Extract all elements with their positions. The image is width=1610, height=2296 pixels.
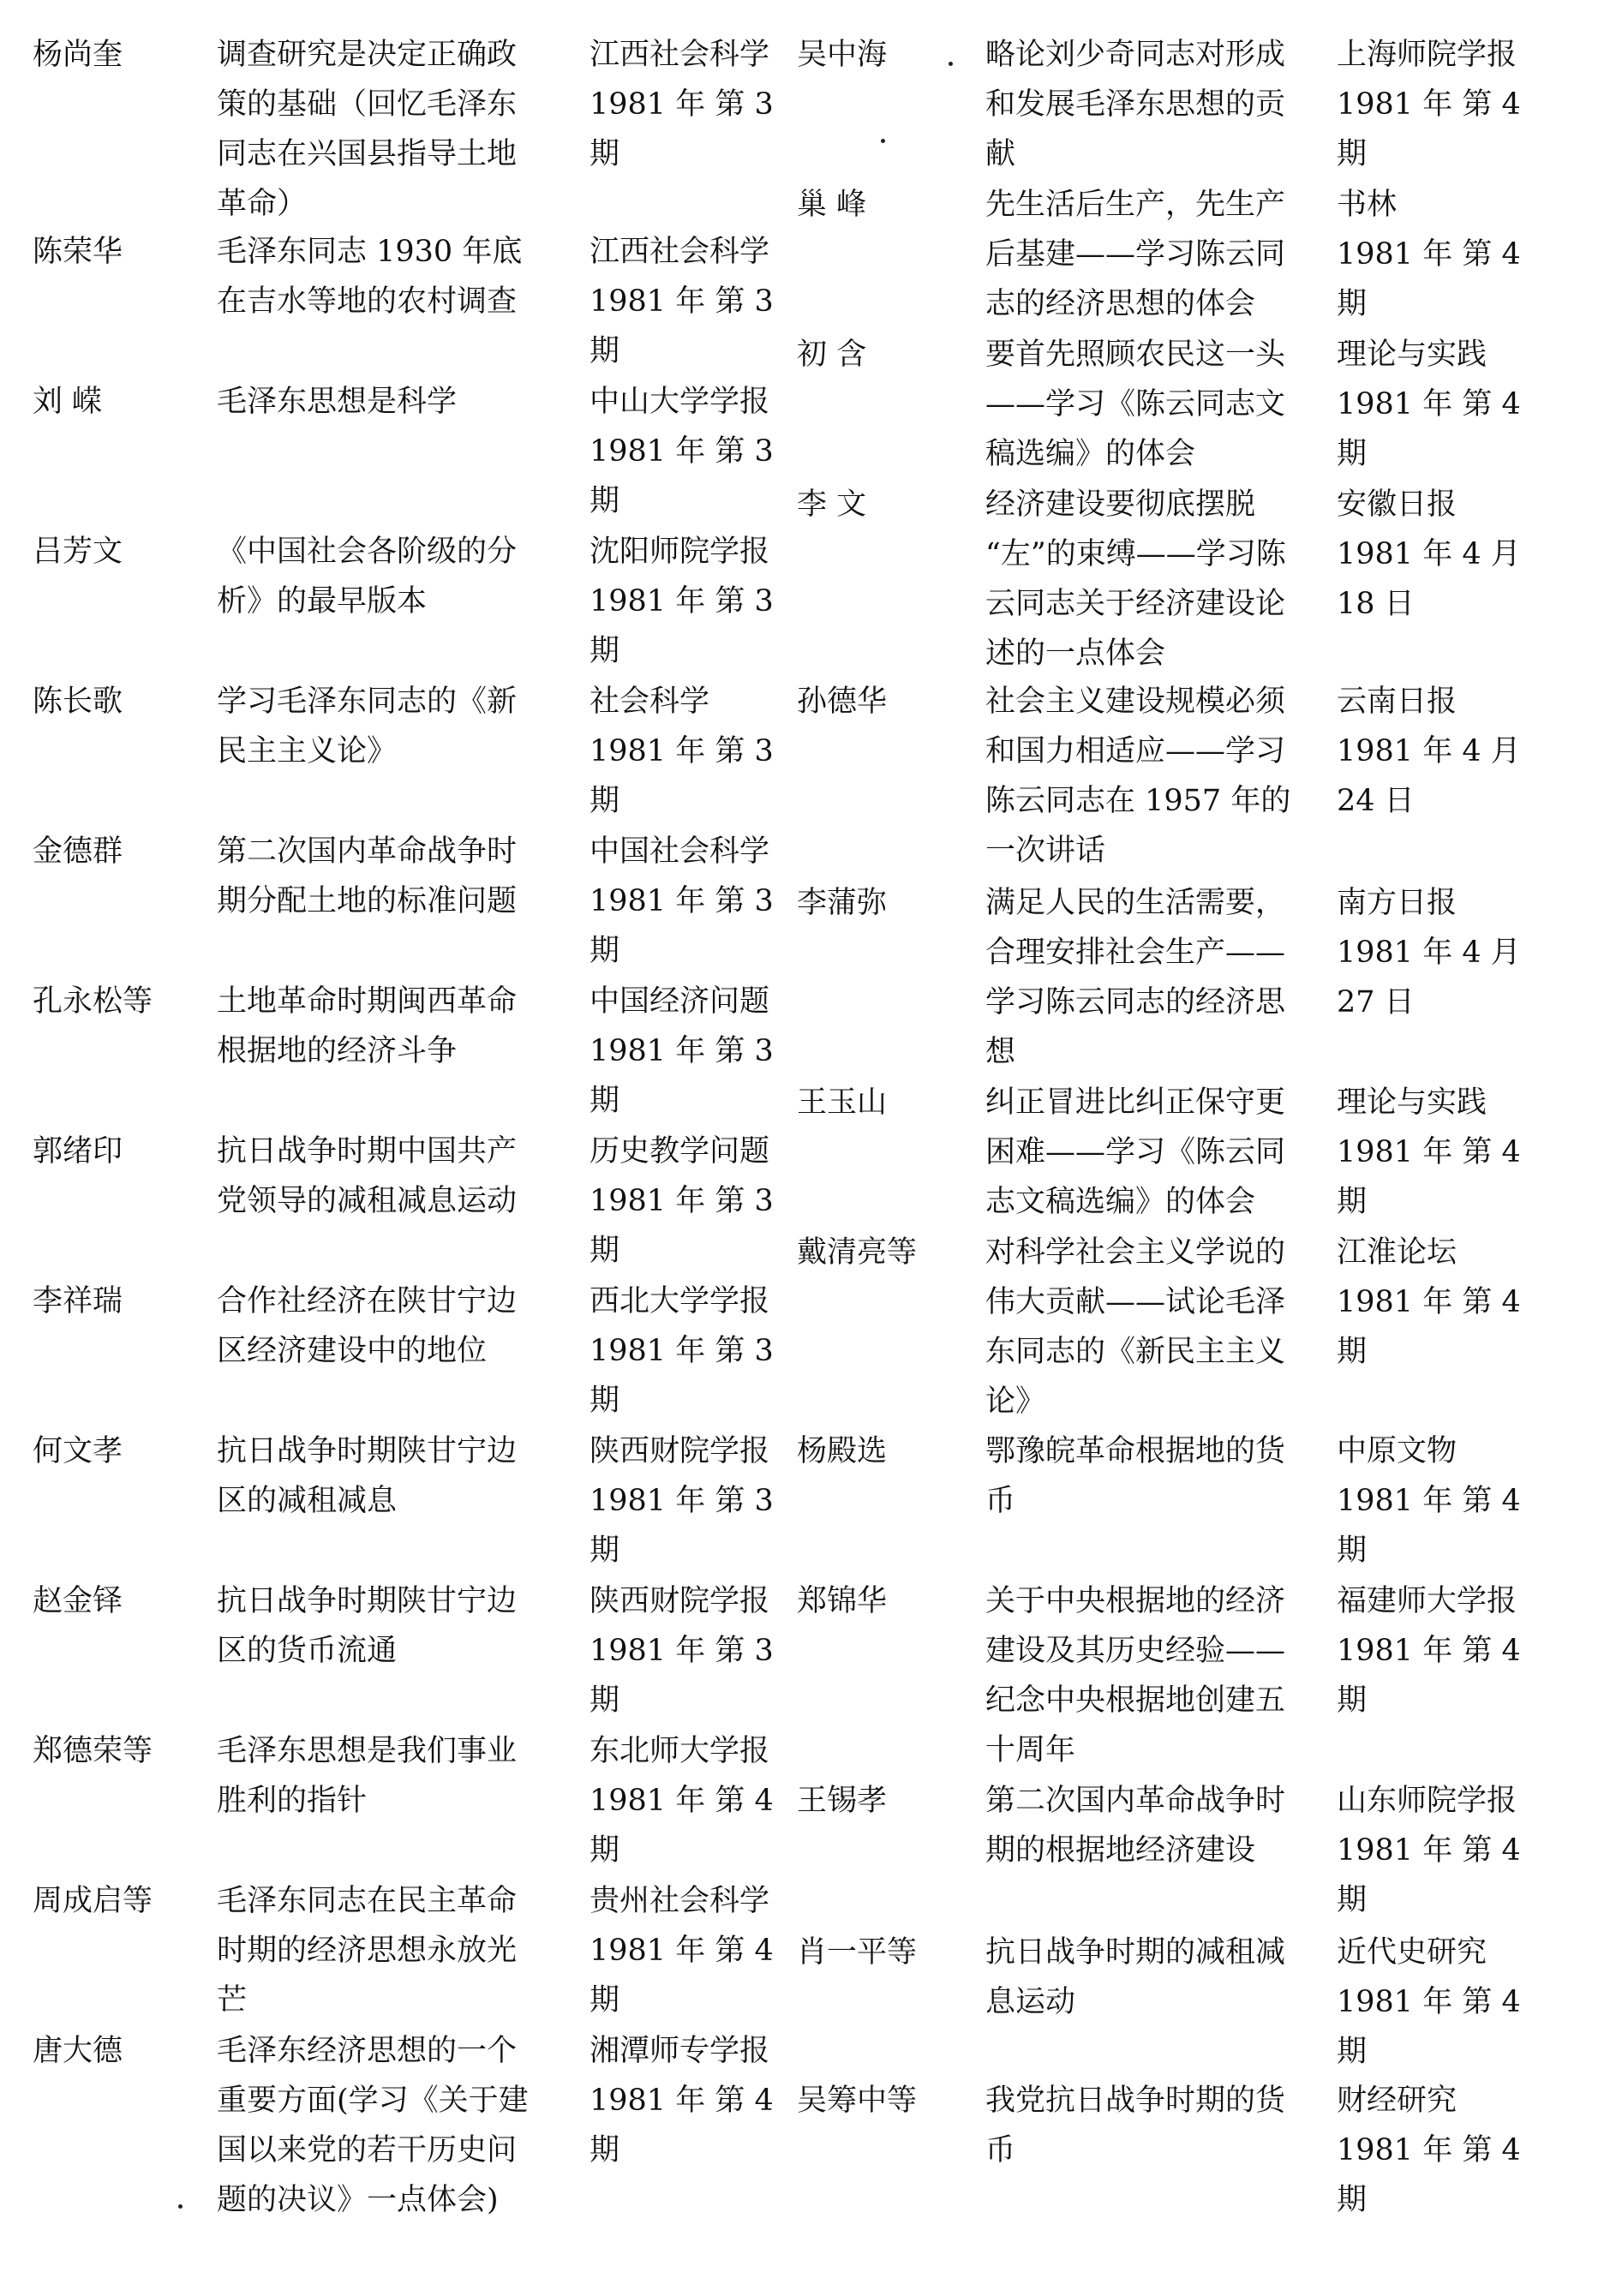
entry-source-line: 期 bbox=[590, 484, 620, 518]
entry-source-line: 1981 年 第 3 bbox=[590, 434, 774, 469]
entry-source-line: 云南日报 bbox=[1337, 685, 1457, 719]
entry-source-line: 期 bbox=[590, 1983, 620, 2018]
entry-title-line: 纪念中央根据地创建五 bbox=[985, 1683, 1286, 1718]
entry-source-line: 1981 年 第 3 bbox=[590, 284, 774, 319]
entry-title bbox=[217, 1576, 594, 1676]
entry-title-line: 略论刘少奇同志对形成 bbox=[985, 38, 1286, 72]
entry-source-line: 1981 年 第 4 bbox=[1337, 1833, 1521, 1868]
entry-source bbox=[590, 2026, 787, 2175]
entry-source-line: 中原文物 bbox=[1337, 1434, 1457, 1468]
entry-source-line: 1981 年 第 3 bbox=[590, 1334, 774, 1368]
entry-source-line: 期 bbox=[1337, 437, 1368, 471]
entry-title bbox=[217, 2026, 594, 2225]
entry-title-line: 满足人民的生活需要， bbox=[985, 886, 1286, 920]
entry-author: 巢 峰 bbox=[797, 188, 867, 222]
entry-title-line: 第二次国内革命战争时 bbox=[217, 834, 518, 869]
entry-source-line: 陕西财院学报 bbox=[590, 1584, 770, 1618]
entry-title-line: 困难——学习《陈云同 bbox=[985, 1135, 1286, 1169]
entry-source-line: 福建师大学报 bbox=[1337, 1584, 1517, 1618]
entry-title-line: 调查研究是决定正确政 bbox=[217, 38, 518, 72]
entry-title-line: 在吉水等地的农村调查 bbox=[217, 284, 518, 319]
entry-source-line: 湘潭师专学报 bbox=[590, 2034, 770, 2068]
entry-title bbox=[985, 677, 1341, 876]
entry-title-line: 币 bbox=[985, 1484, 1016, 1518]
entry-source bbox=[590, 227, 787, 376]
entry-source-line: 1981 年 第 4 bbox=[1337, 387, 1521, 422]
entry-source-line: 期 bbox=[1337, 1335, 1368, 1369]
scan-speck bbox=[881, 139, 885, 143]
entry-source-line: 理论与实践 bbox=[1337, 1085, 1487, 1120]
entry-title-line: 志文稿选编》的体会 bbox=[985, 1185, 1256, 1219]
entry-title-line: 和国力相适应——学习 bbox=[985, 734, 1286, 768]
entry-title-line: 我党抗日战争时期的货 bbox=[985, 2084, 1286, 2118]
entry-source-line: 24 日 bbox=[1337, 784, 1415, 818]
entry-title-line: 学习毛泽东同志的《新 bbox=[217, 685, 518, 719]
entry-source-line: 期 bbox=[1337, 137, 1368, 171]
entry-source bbox=[1337, 1426, 1542, 1576]
entry-title-line: 毛泽东经济思想的一个 bbox=[217, 2034, 518, 2068]
entry-title-line: 论》 bbox=[985, 1384, 1046, 1419]
entry-source-line: 1981 年 第 3 bbox=[590, 1634, 774, 1668]
entry-source-line: 18 日 bbox=[1337, 587, 1415, 621]
entry-source-line: 1981 年 第 3 bbox=[590, 1034, 774, 1068]
entry-title-line: 纠正冒进比纠正保守更 bbox=[985, 1085, 1286, 1120]
entry-title-line: 毛泽东同志 1930 年底 bbox=[217, 235, 523, 269]
entry-title-line: 重要方面(学习《关于建 bbox=[217, 2084, 529, 2118]
entry-source-line: 1981 年 4 月 bbox=[1337, 734, 1521, 768]
entry-author: 吴中海 bbox=[797, 38, 888, 72]
entry-source-line: 1981 年 第 3 bbox=[590, 1184, 774, 1218]
entry-source-line: 期 bbox=[590, 1084, 620, 1118]
entry-source-line: 1981 年 第 4 bbox=[1337, 1484, 1521, 1518]
entry-source-line: 财经研究 bbox=[1337, 2084, 1457, 2118]
entry-source bbox=[1337, 1928, 1542, 2077]
entry-title bbox=[985, 480, 1341, 679]
entry-title-line: 国以来党的若干历史问 bbox=[217, 2133, 518, 2167]
entry-title-line: 抗日战争时期陕甘宁边 bbox=[217, 1434, 518, 1468]
entry-title-line: 题的决议》一点体会) bbox=[217, 2183, 499, 2217]
entry-author: 戴清亮等 bbox=[797, 1235, 918, 1270]
entry-title-line: 鄂豫皖革命根据地的货 bbox=[985, 1434, 1286, 1468]
entry-title bbox=[217, 527, 594, 626]
entry-source-line: 安徽日报 bbox=[1337, 487, 1457, 522]
entry-source bbox=[590, 1127, 787, 1276]
entry-source-line: 1981 年 第 4 bbox=[1337, 1985, 1521, 2019]
entry-author: 吴筹中等 bbox=[797, 2084, 918, 2118]
entry-source-line: 上海师院学报 bbox=[1337, 38, 1517, 72]
entry-source-line: 1981 年 第 3 bbox=[590, 734, 774, 768]
entry-source bbox=[590, 1726, 787, 1875]
entry-title-line: 芒 bbox=[217, 1983, 248, 2018]
entry-source bbox=[1337, 878, 1542, 1027]
entry-source-line: 27 日 bbox=[1337, 985, 1415, 1019]
entry-source-line: 江西社会科学 bbox=[590, 235, 770, 269]
entry-source-line: 沈阳师院学报 bbox=[590, 535, 770, 569]
entry-source-line: 期 bbox=[590, 634, 620, 668]
entry-author: 王锡孝 bbox=[797, 1784, 888, 1818]
entry-source bbox=[1337, 480, 1542, 629]
entry-title bbox=[217, 977, 594, 1076]
entry-source-line: 期 bbox=[590, 334, 620, 368]
entry-author: 吕芳文 bbox=[33, 535, 123, 569]
entry-source bbox=[1337, 1228, 1542, 1377]
entry-source-line: 期 bbox=[1337, 2035, 1368, 2069]
entry-source bbox=[1337, 1078, 1542, 1227]
entry-author: 杨尚奎 bbox=[33, 38, 123, 72]
entry-source-line: 期 bbox=[590, 137, 620, 171]
entry-title-line: 息运动 bbox=[985, 1985, 1076, 2019]
entry-source-line: 中国经济问题 bbox=[590, 984, 770, 1019]
entry-title-line: 毛泽东同志在民主革命 bbox=[217, 1884, 518, 1918]
entry-source-line: 理论与实践 bbox=[1337, 338, 1487, 372]
entry-author: 金德群 bbox=[33, 834, 123, 869]
entry-title-line: 党领导的减租减息运动 bbox=[217, 1184, 518, 1218]
entry-title-line: 毛泽东思想是我们事业 bbox=[217, 1734, 518, 1768]
entry-title-line: 伟大贡献——试论毛泽 bbox=[985, 1285, 1286, 1319]
entry-title-line: 要首先照顾农民这一头 bbox=[985, 338, 1286, 372]
entry-title bbox=[985, 1078, 1341, 1227]
entry-title-line: 时期的经济思想永放光 bbox=[217, 1934, 518, 1968]
entry-source-line: 1981 年 第 3 bbox=[590, 1484, 774, 1518]
entry-source-line: 期 bbox=[590, 934, 620, 968]
entry-source-line: 江淮论坛 bbox=[1337, 1235, 1457, 1270]
entry-author: 郑锦华 bbox=[797, 1584, 888, 1618]
entry-source-line: 书林 bbox=[1337, 188, 1398, 222]
entry-source-line: 期 bbox=[1337, 1185, 1368, 1219]
entry-source-line: 1981 年 4 月 bbox=[1337, 936, 1521, 970]
entry-title bbox=[985, 878, 1341, 1077]
entry-source-line: 贵州社会科学 bbox=[590, 1884, 770, 1918]
entry-source-line: 东北师大学报 bbox=[590, 1734, 770, 1768]
entry-source-line: 1981 年 第 4 bbox=[590, 1934, 774, 1968]
entry-source-line: 期 bbox=[1337, 2183, 1368, 2217]
entry-title-line: 经济建设要彻底摆脱 bbox=[985, 487, 1256, 522]
entry-source bbox=[590, 1426, 787, 1576]
entry-title-line: 关于中央根据地的经济 bbox=[985, 1584, 1286, 1618]
entry-author: 杨殿选 bbox=[797, 1434, 888, 1468]
entry-title-line: 区的货币流通 bbox=[217, 1634, 398, 1668]
entry-author: 孔永松等 bbox=[33, 984, 153, 1019]
entry-source bbox=[1337, 677, 1542, 826]
entry-title-line: 合理安排社会生产—— bbox=[985, 936, 1286, 970]
entry-author: 唐大德 bbox=[33, 2034, 123, 2068]
entry-source-line: 期 bbox=[1337, 1883, 1368, 1917]
entry-title-line: 土地革命时期闽西革命 bbox=[217, 984, 518, 1019]
entry-title bbox=[217, 677, 594, 776]
entry-source-line: 江西社会科学 bbox=[590, 38, 770, 72]
entry-title bbox=[217, 1726, 594, 1826]
entry-title bbox=[217, 1426, 594, 1526]
entry-title-line: 毛泽东思想是科学 bbox=[217, 385, 458, 419]
entry-source-line: 陕西财院学报 bbox=[590, 1434, 770, 1468]
entry-source-line: 期 bbox=[590, 1534, 620, 1568]
entry-source-line: 1981 年 第 4 bbox=[590, 1784, 774, 1818]
entry-title bbox=[217, 30, 594, 229]
entry-title-line: 建设及其历史经验—— bbox=[985, 1634, 1286, 1668]
entry-source bbox=[590, 527, 787, 676]
entry-title bbox=[217, 1127, 594, 1226]
entry-title-line: 区经济建设中的地位 bbox=[217, 1334, 488, 1368]
entry-source bbox=[590, 30, 787, 179]
entry-source-line: 期 bbox=[590, 1833, 620, 1868]
scan-speck bbox=[178, 2204, 183, 2209]
entry-source-line: 山东师院学报 bbox=[1337, 1784, 1517, 1818]
entry-title bbox=[985, 1228, 1341, 1426]
entry-source-line: 1981 年 第 4 bbox=[1337, 237, 1521, 272]
entry-source-line: 1981 年 第 3 bbox=[590, 87, 774, 122]
entry-title-line: 先生活后生产，先生产 bbox=[985, 188, 1286, 222]
entry-title-line: 献 bbox=[985, 137, 1016, 171]
entry-title bbox=[985, 2076, 1341, 2175]
entry-title-line: 社会主义建设规模必须 bbox=[985, 685, 1286, 719]
entry-title bbox=[985, 1928, 1341, 2027]
entry-title-line: 想 bbox=[985, 1035, 1016, 1069]
entry-source-line: 中山大学学报 bbox=[590, 385, 770, 419]
entry-source bbox=[1337, 30, 1542, 179]
entry-source bbox=[1337, 1576, 1542, 1725]
entry-title bbox=[985, 1776, 1341, 1875]
entry-source-line: 南方日报 bbox=[1337, 886, 1457, 920]
entry-source-line: 1981 年 第 4 bbox=[1337, 2133, 1521, 2167]
entry-title-line: 稿选编》的体会 bbox=[985, 437, 1196, 471]
entry-title-line: 币 bbox=[985, 2133, 1016, 2167]
entry-source bbox=[590, 1876, 787, 2025]
entry-title-line: 后基建——学习陈云同 bbox=[985, 237, 1286, 272]
entry-source-line: 期 bbox=[590, 784, 620, 818]
entry-title-line: 区的减租减息 bbox=[217, 1484, 398, 1518]
entry-source bbox=[1337, 330, 1542, 479]
entry-author: 郑德荣等 bbox=[33, 1734, 153, 1768]
entry-source bbox=[590, 377, 787, 526]
entry-source-line: 期 bbox=[1337, 1534, 1368, 1568]
entry-author: 赵金铎 bbox=[33, 1584, 123, 1618]
entry-source-line: 1981 年 第 3 bbox=[590, 884, 774, 918]
entry-title bbox=[217, 827, 594, 926]
entry-author: 陈荣华 bbox=[33, 235, 123, 269]
entry-title-line: 期的根据地经济建设 bbox=[985, 1833, 1256, 1868]
entry-title-line: 胜利的指针 bbox=[217, 1784, 368, 1818]
entry-author: 初 含 bbox=[797, 338, 867, 372]
entry-source-line: 历史教学问题 bbox=[590, 1134, 770, 1169]
scan-speck bbox=[949, 62, 953, 66]
entry-source bbox=[1337, 1776, 1542, 1925]
entry-source-line: 期 bbox=[590, 1384, 620, 1418]
entry-title-line: 抗日战争时期陕甘宁边 bbox=[217, 1584, 518, 1618]
entry-title bbox=[985, 330, 1341, 479]
entry-author: 孙德华 bbox=[797, 685, 888, 719]
entry-source-line: 1981 年 第 4 bbox=[1337, 1634, 1521, 1668]
entry-source bbox=[590, 1277, 787, 1426]
entry-source-line: 1981 年 4 月 bbox=[1337, 537, 1521, 571]
entry-title-line: 一次讲话 bbox=[985, 834, 1106, 868]
entry-source-line: 期 bbox=[1337, 1683, 1368, 1718]
entry-source-line: 1981 年 第 4 bbox=[1337, 87, 1521, 122]
entry-title-line: 抗日战争时期的减租减 bbox=[985, 1935, 1286, 1970]
entry-author: 刘 嵘 bbox=[33, 385, 103, 419]
entry-source-line: 近代史研究 bbox=[1337, 1935, 1487, 1970]
entry-author: 肖一平等 bbox=[797, 1935, 918, 1970]
entry-title bbox=[217, 377, 594, 427]
entry-source bbox=[1337, 2076, 1542, 2225]
entry-title bbox=[217, 227, 594, 326]
entry-title bbox=[985, 30, 1341, 179]
entry-source-line: 期 bbox=[1337, 287, 1368, 321]
entry-title-line: ——学习《陈云同志文 bbox=[985, 387, 1286, 422]
entry-title-line: 和发展毛泽东思想的贡 bbox=[985, 87, 1286, 122]
entry-source-line: 1981 年 第 3 bbox=[590, 584, 774, 619]
entry-title-line: 合作社经济在陕甘宁边 bbox=[217, 1284, 518, 1318]
entry-title-line: 革命） bbox=[217, 187, 308, 221]
entry-title bbox=[985, 1426, 1341, 1526]
entry-author: 王玉山 bbox=[797, 1085, 888, 1120]
entry-source-line: 1981 年 第 4 bbox=[1337, 1285, 1521, 1319]
entry-title-line: 学习陈云同志的经济思 bbox=[985, 985, 1286, 1019]
entry-source bbox=[590, 827, 787, 976]
entry-title-line: 抗日战争时期中国共产 bbox=[217, 1134, 518, 1169]
entry-title bbox=[985, 180, 1341, 329]
entry-author: 李蒲弥 bbox=[797, 886, 888, 920]
entry-title bbox=[217, 1876, 594, 2025]
entry-title-line: 云同志关于经济建设论 bbox=[985, 587, 1286, 621]
entry-title-line: 陈云同志在 1957 年的 bbox=[985, 784, 1291, 818]
entry-title bbox=[217, 1277, 594, 1376]
entry-title-line: 策的基础（回忆毛泽东 bbox=[217, 87, 518, 122]
entry-title-line: “左”的束缚——学习陈 bbox=[985, 537, 1286, 571]
entry-author: 李祥瑞 bbox=[33, 1284, 123, 1318]
entry-source bbox=[590, 977, 787, 1126]
entry-title-line: 析》的最早版本 bbox=[217, 584, 428, 619]
entry-title-line: 民主主义论》 bbox=[217, 734, 398, 768]
entry-source-line: 期 bbox=[590, 2133, 620, 2167]
entry-author: 李 文 bbox=[797, 487, 867, 522]
entry-source-line: 1981 年 第 4 bbox=[1337, 1135, 1521, 1169]
entry-author: 何文孝 bbox=[33, 1434, 123, 1468]
entry-author: 陈长歌 bbox=[33, 685, 123, 719]
entry-title-line: 根据地的经济斗争 bbox=[217, 1034, 458, 1068]
entry-title-line: 同志在兴国县指导土地 bbox=[217, 137, 518, 171]
entry-title-line: 十周年 bbox=[985, 1733, 1076, 1767]
entry-title-line: 期分配土地的标准问题 bbox=[217, 884, 518, 918]
entry-title-line: 东同志的《新民主主义 bbox=[985, 1335, 1286, 1369]
entry-source-line: 中国社会科学 bbox=[590, 834, 770, 869]
entry-title-line: 对科学社会主义学说的 bbox=[985, 1235, 1286, 1270]
entry-source bbox=[590, 1576, 787, 1725]
entry-source bbox=[590, 677, 787, 826]
entry-title-line: 《中国社会各阶级的分 bbox=[217, 535, 518, 569]
entry-author: 郭绪印 bbox=[33, 1134, 123, 1169]
entry-source-line: 期 bbox=[590, 1234, 620, 1268]
entry-author: 周成启等 bbox=[33, 1884, 153, 1918]
entry-source bbox=[1337, 180, 1542, 329]
entry-title-line: 第二次国内革命战争时 bbox=[985, 1784, 1286, 1818]
entry-source-line: 社会科学 bbox=[590, 685, 710, 719]
entry-source-line: 西北大学学报 bbox=[590, 1284, 770, 1318]
entry-source-line: 1981 年 第 4 bbox=[590, 2084, 774, 2118]
entry-title-line: 述的一点体会 bbox=[985, 637, 1166, 671]
entry-title-line: 志的经济思想的体会 bbox=[985, 287, 1256, 321]
entry-source-line: 期 bbox=[590, 1683, 620, 1718]
entry-title bbox=[985, 1576, 1341, 1775]
